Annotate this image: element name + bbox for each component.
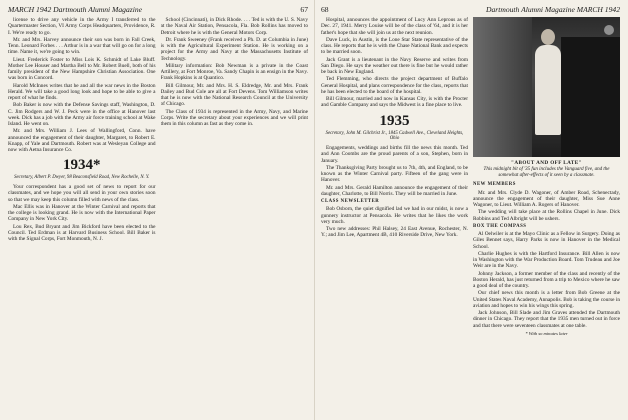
- left-column-1: [8, 17, 156, 417]
- photo-wall: [473, 17, 532, 157]
- footnote: * With so minutes later: [525, 330, 568, 336]
- section-label: CLASS NEWSLETTER: [321, 199, 380, 205]
- paragraph: Lieut. Frederick Foster to Miss Lois K. Schmidt of Lake Bluff. Mother Lee Houser and Martha Bell to Mr. Robert Buell, both of his family president of the New Hampshire Christian Association. One was born in Concord.: [8, 56, 156, 82]
- photograph: [473, 17, 620, 157]
- running-head-left: [8, 4, 308, 15]
- left-column-2: [161, 17, 309, 417]
- paragraph: Mr. and Mrs. Clyde D. Wagoner, of Amber Road, Schenectady, announce the engagement of their daughter, Miss Sue Anne Wagoner, to Lieut. William A. Rogers of Hanover.: [473, 189, 620, 208]
- running-head-title: Dartmouth Alumni Magazine MARCH 1942: [485, 5, 620, 14]
- photo-figure: [535, 45, 561, 135]
- paragraph: Hospital, announces the appointment of Lucy Ann Leprous as of Dec. 27, 1941. Merry Louise will be of the class of '64, and it is her father's hope that she will join us at the next reunion.: [321, 17, 468, 36]
- paragraph: Bob Osborn, the quiet dignified lad we had in our midst, is now a gunnery instructor at Pensacola. He writes that he likes the work very much.: [321, 206, 468, 225]
- paragraph: Mac Ellis was in Hanover at the Winter Carnival and reports that the college is looking grand. He is now with the International Paper Company in New York City.: [8, 203, 156, 223]
- paragraph: Bill Gilmour, married and now in Kansas City, is with the Procter and Gamble Company and says the Midwest is a fine place to live.: [321, 96, 468, 109]
- class-secretary: Secretary, Albert P. Dwyer, 98 Beaconsfield Road, New Rochelle, N. Y.: [14, 175, 150, 181]
- running-head-title: MARCH 1942 Dartmouth Alumni Magazine: [8, 5, 143, 14]
- paragraph: Harold McInnes writes that he and all the war news in the Boston Herald. We will take a good long look and hope to be able to give a report of what he finds.: [8, 82, 156, 101]
- paragraph: Mr. and Mrs. William J. Lees of Wallingford, Conn. have announced the engagement of their daughter, Margaret, to Robert E. Knapp, of Yale and Dartmouth. Robert was at Wesleyan College and now with Aetna Insurance Co.: [8, 128, 156, 153]
- section-label: BOX THE COMPASS: [473, 223, 527, 229]
- paragraph: Mr. and Mrs. Gerald Hamilton announce the engagement of their daughter, Charlotte, to Bill Norris. They will be married in June.: [321, 184, 468, 197]
- paragraph: The wedding will take place at the Rollins Chapel in June. Dick Robbins and Ted Albright will be ushers.: [473, 209, 620, 222]
- running-head-right: [321, 4, 620, 15]
- paragraph: Engagements, weddings and births fill the news this month. Ted and Ann Coombs are the proud parents of a son, Stephen, born in January.: [321, 145, 468, 164]
- paragraph: Lou Rex, Bud Bryant and Jim Bickford have been elected to the Council. Ted Erdman is at Harvard Business School. Bill Baker is with the Signal Corps, Fort Monmouth, N. J.: [8, 223, 156, 243]
- class-secretary: Secretary, John M. Gilchrist Jr., 1845 Cadwell Ave., Cleveland Heights, Ohio: [325, 130, 464, 142]
- paragraph: Bill Gilmour, Mr. and Mrs. H. S. Eldredge, Mr. and Mrs. Frank Dailey and Bud Cole are all at Fort Devens. Tom Williamson writes that he is now with the National Research Council at the University of Chicago.: [160, 82, 308, 108]
- paragraph: The Class of 1934 is represented in the Army, Navy, and Marine Corps. Write the secretary about your experiences and we will print them in this column as fast as they come in.: [160, 108, 308, 127]
- paragraph: Dr. Frank Sweeney (Frank received a Ph. D. at Columbia in June) is with the Agricultural Experiment Station. He is working on a project for the Army and Navy at the Massachusetts Institute of Technology.: [160, 36, 308, 62]
- paragraph: Charlie Hughes is with the Hartford Insurance. Bill Allen is now in Washington with the War Production Board. Tom Trudeau and Joe Weir are in the Navy.: [473, 250, 620, 270]
- paragraph: Military information: Bob Newman is a private in the Coast Artillery, at Fort Monroe, Va. Sandy Chapin is an ensign in the Navy. Frank Hopkins is at Quantico.: [160, 62, 308, 82]
- paragraph: Jack Johnson, Bill Slade and Jim Graves attended the Dartmouth dinner in Chicago. They report that the 1935 men turned out in force and that there were seventeen classmates at one table.: [473, 310, 620, 329]
- section-label: NEW MEMBERS: [473, 182, 516, 188]
- photo-caption: This midnight bit of '35 fun includes the Vanguard five, and the somewhat after-effects of it seen by a classmate.: [483, 167, 610, 179]
- paragraph: The Thanksgiving Party brought us to 7th, 4th, and England, to be known as the Winter Carnival party. Fifteen of the gang were in Hanover.: [321, 164, 468, 184]
- right-column-2: [473, 17, 620, 417]
- page-number: 67: [300, 5, 308, 14]
- photo-figure-head: [541, 29, 555, 45]
- class-heading: 1934*: [63, 157, 101, 174]
- photo-dark-coat: [561, 37, 620, 157]
- photo-caption-title: "ABOUT AND OFF LATE": [511, 160, 582, 166]
- paragraph: Dave Luck, in Austin, is the Lone Star State representative of the class. He reports that he is with the Chase National Bank and expects to be married soon.: [321, 36, 468, 56]
- paragraph: Jack Grant is a lieutenant in the Navy Reserve and writes from San Diego. He says the weather out there is fine but he would rather be back in New England.: [321, 56, 468, 75]
- right-column-1: [321, 17, 468, 417]
- paragraph: Your correspondent has a good set of news to report for our classmates, and we hope you will all send in your own stories soon so that we may keep this column filled with news of the class.: [8, 184, 156, 203]
- right-page: [314, 0, 628, 420]
- page-number: 68: [321, 5, 329, 14]
- photo-block: [473, 17, 620, 179]
- paragraph: Al Oelwiler is at the Mayo Clinic as a Fellow in Surgery. Doing as Giles Bennet says, Harry Parks is now in Hanover in the Medical School.: [473, 231, 620, 250]
- paragraph: Ted Flemming, who directs the project department of Buffalo General Hospital, and plans correspondence for the class, reports that he has been elected to the board of the hospital.: [321, 76, 468, 95]
- paragraph: Our chief news this month is a letter from Bob Greene at the United States Naval Academy, Annapolis. Bob is taking the course in aviation and hopes to win his wings this spring.: [473, 290, 620, 309]
- paragraph: license to drive any vehicle in the Army I transferred to the Quartermaster Section, VI Army Corps Headquarters, Providence, R. I. We're ready to go.: [8, 17, 156, 36]
- paragraph: Bob Baker is now with the Defense Savings staff, Washington, D. C. Jim Rodgers and W. J. Peck were in the office at Hanover last week. Dick has a job with the Army air force training school at Wake Island. He went on.: [8, 102, 156, 127]
- photo-light: [604, 25, 614, 35]
- paragraph: Johnny Jackson, a former member of the class and recently of the Boston Herald, has just returned from a trip to Mexico where he saw a good deal of the country.: [473, 270, 620, 289]
- paragraph: Mr. and Mrs. Harvey announce their son was born in Fall Creek, Tenn. Leonard Forbes . . . Arthur is in a war that will go on for a long time. Name it, we're going to win.: [8, 36, 156, 56]
- class-heading: 1935: [379, 112, 410, 129]
- paragraph: Two new addresses: Phil Halsey, 24 East Avenue, Rochester, N. Y.; and Jim Lee, Apartment 4B, 410 Riverside Drive, New York.: [321, 226, 468, 239]
- paragraph: School (Cincinnati), in Dick Rhode. . . . Ted is with the U. S. Navy at the Naval Air Station, Pensacola, Fla. Bob Rollins has moved to Detroit where he is with the General Motors Corp.: [160, 17, 308, 36]
